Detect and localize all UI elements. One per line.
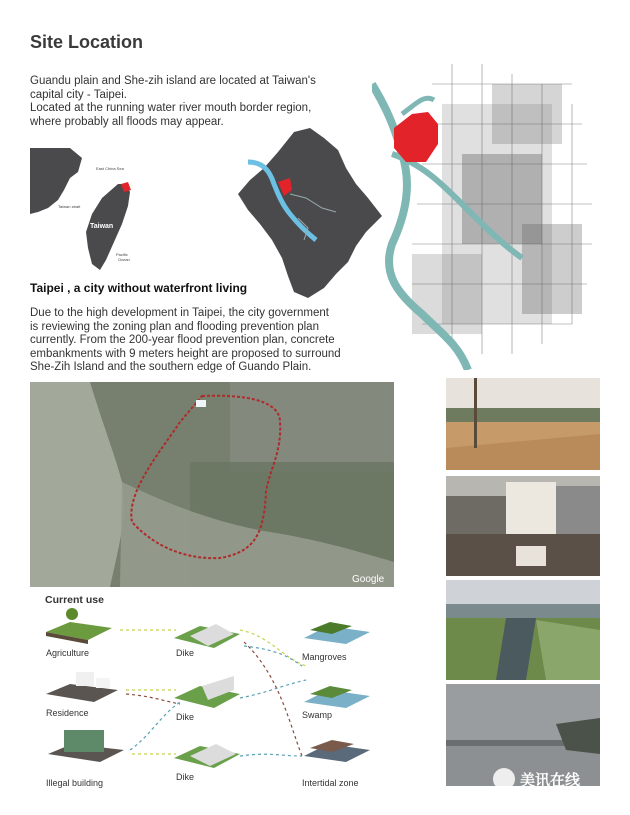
watermark-brand: 美讯在线: [520, 771, 581, 789]
map-label-taiwan-strait: Taiwan strait: [58, 204, 81, 209]
intro-text: [30, 75, 363, 129]
label-mangroves: Mangroves: [302, 652, 347, 662]
body-line: Due to the high development in Taipei, the city government: [30, 307, 329, 319]
taiwan-map: [30, 148, 138, 270]
body-line: is reviewing the zoning plan and flooding prevention plan: [30, 320, 319, 333]
body-line: embankments with 9 meters height are proposed to surround: [30, 347, 341, 360]
photo-river: [446, 580, 600, 680]
body-line: currently. From the 200-year flood prevention plan, concrete: [30, 334, 335, 347]
label-illegal-building: Illegal building: [46, 778, 104, 788]
watermark-logo-icon: [493, 768, 515, 790]
label-residence: Residence: [46, 708, 89, 718]
watermark-url: WWW.MS699.COM: [522, 793, 584, 800]
map-label-pacific: Pacific: [116, 252, 128, 257]
label-dike-1: Dike: [176, 648, 195, 658]
current-use-title: Current use: [45, 594, 104, 606]
aerial-photo: [30, 382, 394, 587]
label-swamp: Swamp: [302, 710, 333, 720]
city-detail-map: [372, 44, 602, 370]
section-subtitle: Taipei , a city without waterfront living: [30, 281, 248, 295]
label-intertidal-zone: Intertidal zone: [302, 778, 359, 788]
map-label-ocean: Ocean: [118, 257, 130, 262]
google-credit: Google: [352, 574, 385, 585]
intro-line: capital city - Taipei.: [30, 88, 127, 101]
label-dike-2: Dike: [176, 712, 195, 722]
intro-line: where probably all floods may appear.: [30, 115, 224, 128]
label-agriculture: Agriculture: [46, 648, 90, 658]
body-text: [30, 307, 383, 375]
body-line: She-Zih Island and the southern edge of Guando Plain.: [30, 361, 312, 374]
taipei-district-map: [238, 128, 384, 298]
watermark: [490, 764, 620, 804]
photo-houses: [446, 476, 600, 576]
current-use-diagram: [40, 606, 400, 796]
map-label-taiwan: Taiwan: [90, 223, 114, 230]
page-title: Site Location: [30, 32, 144, 52]
intro-line: Guandu plain and She-zih island are located at Taiwan's: [30, 75, 316, 87]
map-label-east-china-sea: East China Sea: [96, 166, 124, 171]
intro-line: Located at the running water river mouth border region,: [30, 102, 312, 115]
label-dike-3: Dike: [176, 772, 195, 782]
photo-fields: [446, 378, 600, 470]
